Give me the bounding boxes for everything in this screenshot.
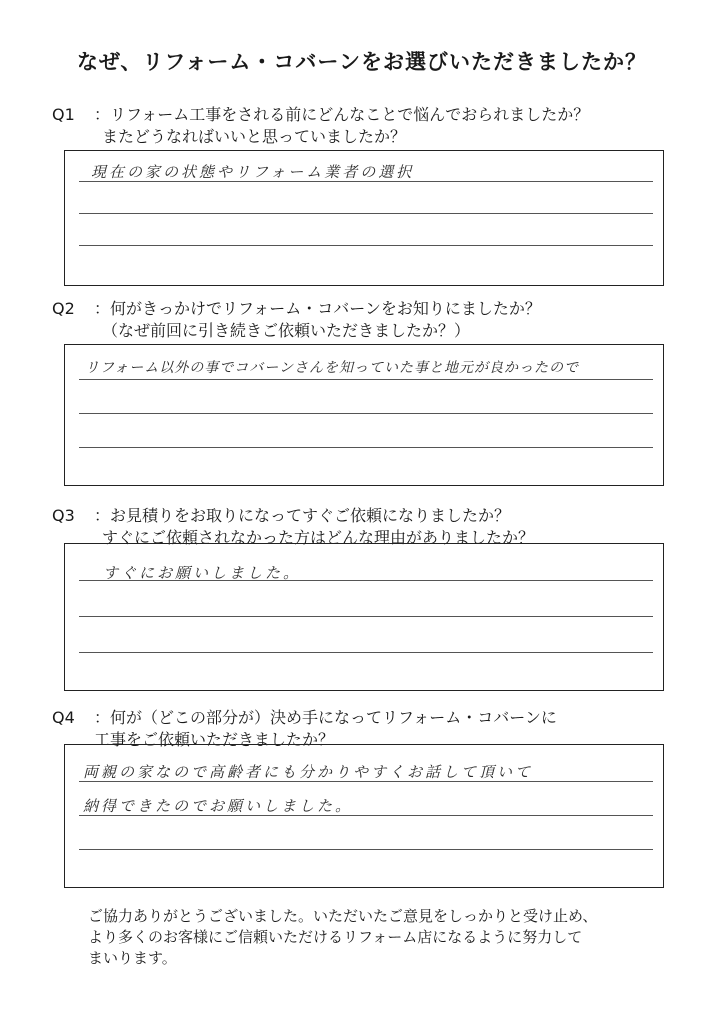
ruled-line [79, 652, 653, 653]
question-2 [52, 298, 541, 342]
handwritten-answer: 納得できたのでお願いしました。 [83, 797, 354, 815]
answer-box-1 [64, 150, 664, 286]
question-text: ：何が（どこの部分が）決め手になってリフォーム・コバーンに [94, 708, 557, 727]
ruled-line [79, 849, 653, 850]
question-subtext: （なぜ前回に引き続きご依頼いただきましたか？） [102, 321, 471, 340]
handwritten-answer: 両親の家なので高齢者にも分かりやすくお話して頂いて [83, 763, 534, 781]
closing-message [88, 906, 597, 969]
ruled-line [79, 447, 653, 448]
question-subtext: 工事をご依頼いただきましたか？ [94, 730, 335, 749]
question-subtext: またどうなればいいと思っていましたか？ [102, 127, 407, 146]
handwritten-answer: 現在の家の状態やリフォーム業者の選択 [91, 163, 415, 181]
ruled-line [79, 379, 653, 380]
ruled-line [79, 245, 653, 246]
question-number: Q1 [52, 105, 75, 124]
closing-line: ご協力ありがとうございました。いただいたご意見をしっかりと受け止め、 [88, 907, 598, 925]
ruled-line [79, 815, 653, 816]
question-subtext: すぐにご依頼されなかった方はどんな理由がありましたか？ [102, 528, 535, 547]
handwritten-answer: すぐにお願いしました。 [103, 564, 302, 582]
page-title: なぜ、リフォーム・コバーンをお選びいただきましたか？ [77, 50, 647, 74]
ruled-line [79, 413, 653, 414]
question-1 [52, 104, 589, 148]
handwritten-answer: リフォーム以外の事でコバーンさんを知っていた事と地元が良かったので [85, 360, 580, 376]
ruled-line [79, 213, 653, 214]
question-text: ：何がきっかけでリフォーム・コバーンをお知りにましたか？ [94, 299, 541, 318]
ruled-line [79, 781, 653, 782]
closing-line: より多くのお客様にご信頼いただけるリフォーム店になるように努力して [88, 928, 583, 946]
answer-box-3 [64, 543, 664, 691]
ruled-line [79, 181, 653, 182]
question-text: ：お見積りをお取りになってすぐご依頼になりましたか？ [94, 506, 511, 525]
question-number: Q2 [52, 299, 75, 318]
answer-box-4 [64, 744, 664, 888]
question-text: ：リフォーム工事をされる前にどんなことで悩んでおられましたか？ [94, 105, 590, 124]
question-number: Q4 [52, 708, 75, 727]
question-number: Q3 [52, 506, 75, 525]
ruled-line [79, 580, 653, 581]
answer-box-2 [64, 344, 664, 486]
closing-line: まいります。 [88, 949, 177, 967]
ruled-line [79, 616, 653, 617]
